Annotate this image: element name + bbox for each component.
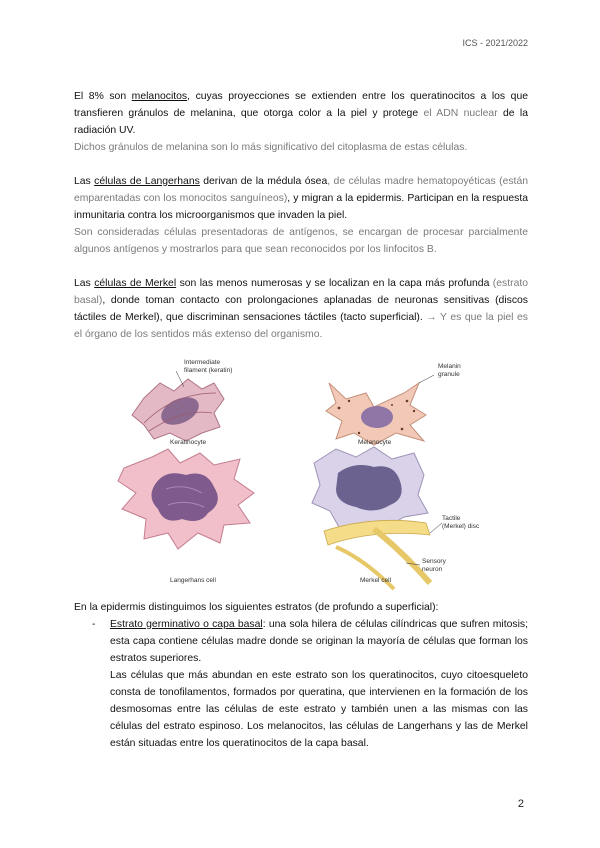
- paragraph-queratinocitos: Las células que más abundan en este estrato son los queratinocitos, cuyo citoesqueleto consta de tonofilamentos, formados por queratina, que intervienen en la formación de los desmosomas entre las células de este estrato y también unen a las mismas con las células del estrato espinoso. Los melanocitos, las células de Langerhans y las de Merkel están situadas entre los queratinocitos de la capa basal.: [110, 670, 528, 749]
- term-langerhans: células de Langerhans: [94, 176, 200, 187]
- term-merkel: células de Merkel: [94, 278, 177, 289]
- cells-illustration: [74, 353, 528, 593]
- label-melanin-granule: Melanin granule: [438, 363, 461, 378]
- page-content: [74, 88, 528, 752]
- paragraph-langerhans-note: Son consideradas células presentadoras de antígenos, se encargan de procesar parcialmente algunos antígenos y mostrarlos para que sean reconocidos por los linfocitos B.: [74, 227, 528, 255]
- caption-melanocyte: Melanocyte: [358, 439, 392, 446]
- caption-langerhans: Langerhans cell: [170, 577, 216, 584]
- list-item-estrato-germinativo: - Estrato germinativo o capa basal: una sola hilera de células cilíndricas que sufren mitosis; esta capa contiene células madre donde se originan la mayoría de células que forman los estratos superiores. Las células que más abundan en este estrato son los queratinocitos, cuyo citoesqueleto consta de tonofilamentos, formados por queratina, que intervienen en la formación de los desmosomas entre las células de este estrato y también unen a las mismas con las células del estrato espinoso. Los melanocitos, las células de Langerhans y las de Merkel están situadas entre los queratinocitos de la capa basal.: [74, 616, 528, 752]
- label-intermediate-filament: Intermediate filament (keratin): [184, 359, 233, 374]
- epidermal-cells-figure: [74, 353, 528, 593]
- paragraph-estratos-intro: En la epidermis distinguimos los siguientes estratos (de profundo a superficial):: [74, 602, 439, 613]
- caption-merkel: Merkel cell: [360, 577, 392, 584]
- list-bullet: -: [92, 619, 96, 630]
- document-header: ICS - 2021/2022: [462, 38, 528, 48]
- paragraph-melanocitos: El 8% son melanocitos, cuyas proyecciones se extienden entre los queratinocitos a los que transfieren gránulos de melanina, que otorga color a la piel y protege el ADN nuclear de la radiación UV.: [74, 91, 528, 136]
- label-sensory-neuron: Sensory neuron: [422, 558, 446, 573]
- paragraph-langerhans: Las células de Langerhans derivan de la médula ósea, de células madre hematopoyéticas (están emparentadas con los monocitos sanguíneos), y migran a la epidermis. Participan en la respuesta inmunitaria contra los microorganismos que invaden la piel.: [74, 176, 528, 221]
- caption-keratinocyte: Keratinocyte: [170, 439, 207, 446]
- term-estrato-germinativo: Estrato germinativo o capa basal: [110, 619, 263, 630]
- paragraph-melanocitos-note: Dichos gránulos de melanina son lo más significativo del citoplasma de estas células.: [74, 142, 468, 153]
- keratinocyte-drawing: [132, 371, 224, 441]
- label-tactile-disc: Tactile (Merkel) disc: [442, 515, 480, 530]
- term-melanocitos: melanocitos: [131, 91, 188, 102]
- paragraph-merkel: Las células de Merkel son las menos numerosas y se localizan en la capa más profunda (estrato basal), donde toman contacto con prolongaciones aplanadas de neuronas sensitivas (discos táctiles de Merkel), que discriminan sensaciones táctiles (tacto superficial). → Y es que la piel es el órgano de los sentidos más extenso del organismo.: [74, 278, 529, 340]
- melanocyte-drawing: [326, 375, 434, 445]
- page-number: 2: [517, 798, 524, 810]
- langerhans-cell-drawing: [118, 449, 254, 549]
